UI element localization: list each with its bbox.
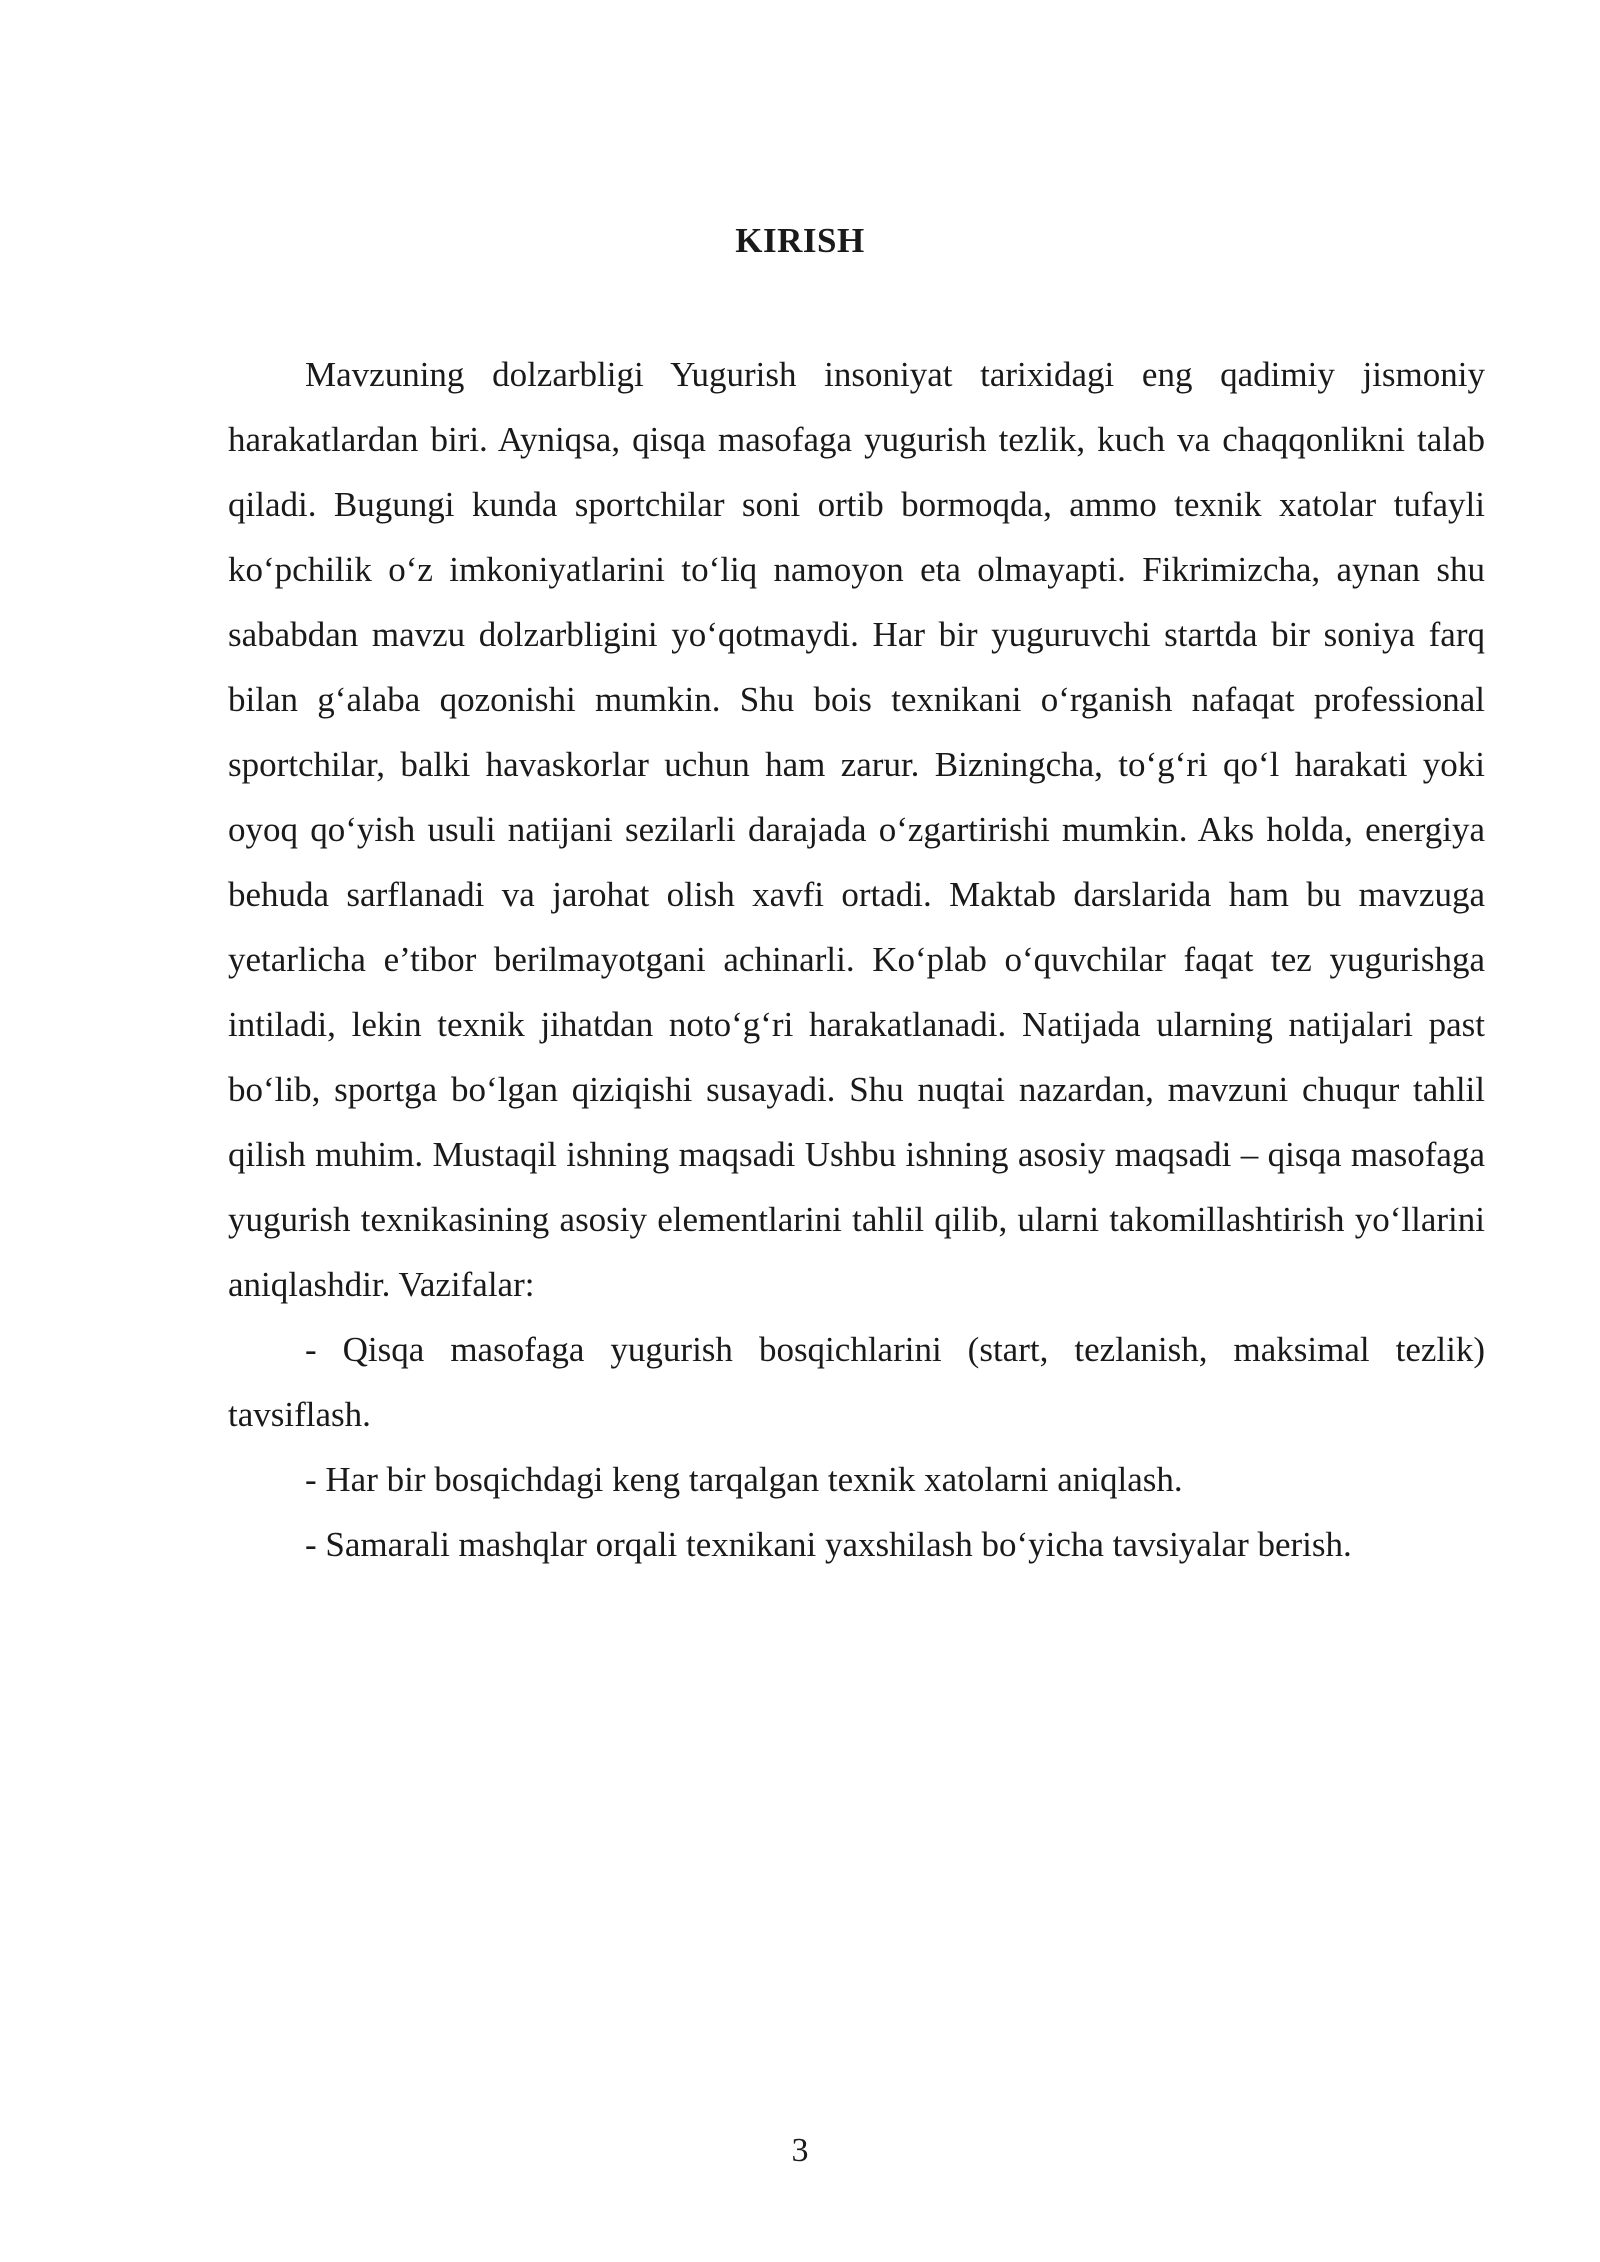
- task-item-1: - Qisqa masofaga yugurish bosqichlarini (start, tezlanish, maksimal tezlik) tavsiflash.: [228, 1330, 1485, 1434]
- section-title: KIRISH: [735, 221, 865, 260]
- body-text: [228, 342, 1485, 1577]
- task-item-3: - Samarali mashqlar orqali texnikani yaxshilash bo‘yicha tavsiyalar berish.: [305, 1525, 1352, 1564]
- task-item-2: - Har bir bosqichdagi keng tarqalgan texnik xatolarni aniqlash.: [305, 1460, 1183, 1499]
- page-number: 3: [791, 2132, 809, 2169]
- intro-paragraph: Mavzuning dolzarbligi Yugurish insoniyat tarixidagi eng qadimiy jismoniy harakatlardan biri. Ayniqsa, qisqa masofaga yugurish tezlik, kuch va chaqqonlikni talab qiladi. Bugungi kunda sportchilar soni ortib bormoqda, ammo texnik xatolar tufayli ko‘pchilik o‘z imkoniyatlarini to‘liq namoyon eta olmayapti. Fikrimizcha, aynan shu sababdan mavzu dolzarbligini yo‘qotmaydi. Har bir yuguruvchi startda bir soniya farq bilan g‘alaba qozonishi mumkin. Shu bois texnikani o‘rganish nafaqat professional sportchilar, balki havaskorlar uchun ham zarur. Bizningcha, to‘g‘ri qo‘l harakati yoki oyoq qo‘yish usuli natijani sezilarli darajada o‘zgartirishi mumkin. Aks holda, energiya behuda sarflanadi va jarohat olish xavfi ortadi. Maktab darslarida ham bu mavzuga yetarlicha e’tibor berilmayotgani achinarli. Ko‘plab o‘quvchilar faqat tez yugurishga intiladi, lekin texnik jihatdan noto‘g‘ri harakatlanadi. Natijada ularning natijalari past bo‘lib, sportga bo‘lgan qiziqishi susayadi. Shu nuqtai nazardan, mavzuni chuqur tahlil qilish muhim. Mustaqil ishning maqsadi Ushbu ishning asosiy maqsadi – qisqa masofaga yugurish texnikasining asosiy elementlarini tahlil qilib, ularni takomillashtirish yo‘llarini aniqlashdir. Vazifalar:: [228, 355, 1485, 1304]
